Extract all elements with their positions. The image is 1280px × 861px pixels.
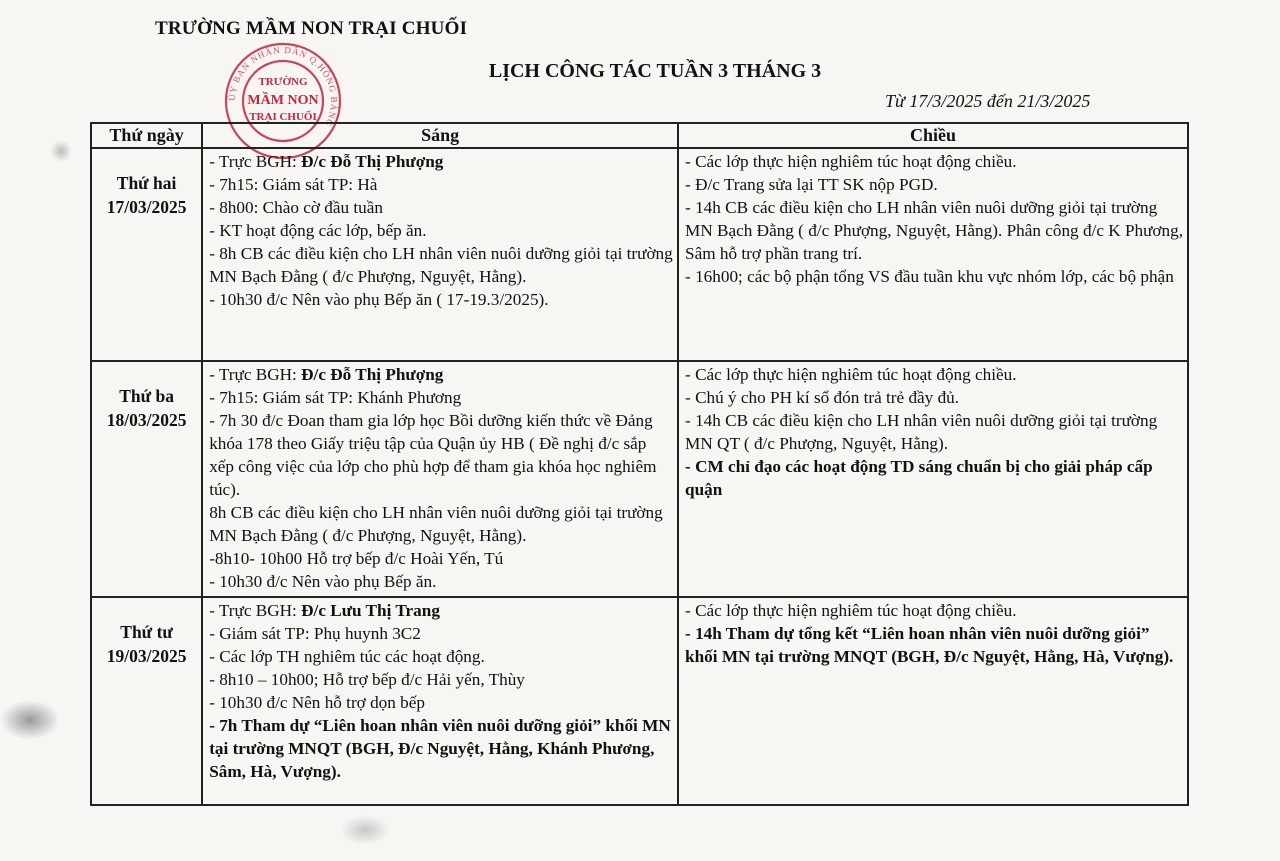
- morning-cell: [202, 361, 678, 597]
- scan-smudge: [340, 815, 390, 845]
- morning-item: - Các lớp TH nghiêm túc các hoạt động.: [209, 647, 485, 666]
- morning-item-bold: - 7h Tham dự “Liên hoan nhân viên nuôi dưỡng giỏi” khối MN tại trường MNQT (BGH, Đ/c Nguyệt, Hằng, Khánh Phương, Sâm, Hà, Vượng).: [209, 716, 671, 781]
- afternoon-cell: [678, 361, 1188, 597]
- day-cell: [91, 597, 202, 805]
- afternoon-cell: [678, 597, 1188, 805]
- day-name: Thứ ba: [119, 386, 174, 406]
- school-name: TRƯỜNG MẦM NON TRẠI CHUỐI: [155, 18, 468, 39]
- day-cell: [91, 361, 202, 597]
- duty-line: [209, 363, 673, 386]
- day-date: 19/03/2025: [106, 646, 187, 666]
- stamp-line-2: MẦM NON: [247, 93, 319, 108]
- day-name: Thứ tư: [120, 622, 173, 642]
- scan-smudge: [0, 700, 60, 740]
- duty-label: - Trực BGH:: [209, 152, 302, 171]
- morning-item: 8h CB các điều kiện cho LH nhân viên nuôi dưỡng giỏi tại trường MN Bạch Đằng ( đ/c Phượng, Nguyệt, Hằng).: [209, 503, 663, 545]
- afternoon-item-bold: - 14h Tham dự tổng kết “Liên hoan nhân viên nuôi dưỡng giỏi” khối MN tại trường MNQT (BGH, Đ/c Nguyệt, Hằng, Hà, Vượng).: [685, 624, 1174, 666]
- header-day: Thứ ngày: [91, 123, 202, 148]
- afternoon-item: - Các lớp thực hiện nghiêm túc hoạt động chiều.: [685, 152, 1017, 171]
- stamp-ring-text: ỦY BAN NHÂN DÂN Q.HỒNG BÀNG: [226, 44, 340, 129]
- date-range: Từ 17/3/2025 đến 21/3/2025: [885, 91, 1091, 111]
- morning-cell: [202, 148, 678, 361]
- duty-line: [209, 150, 673, 173]
- morning-item: - Giám sát TP: Phụ huynh 3C2: [209, 624, 421, 643]
- stamp-line-3: TRẠI CHUỐI: [249, 111, 317, 123]
- duty-label: - Trực BGH:: [209, 365, 302, 384]
- duty-line: [209, 599, 673, 622]
- duty-name: Đ/c Đỗ Thị Phượng: [301, 152, 444, 171]
- table-header-row: [91, 123, 1188, 148]
- duty-name: Đ/c Đỗ Thị Phượng: [301, 365, 444, 384]
- table-row: [91, 361, 1188, 597]
- afternoon-item-bold: - CM chỉ đạo các hoạt động TD sáng chuẩn bị cho giải pháp cấp quận: [685, 457, 1153, 499]
- morning-cell: [202, 597, 678, 805]
- morning-item: - KT hoạt động các lớp, bếp ăn.: [209, 221, 427, 240]
- day-date: 18/03/2025: [106, 410, 187, 430]
- afternoon-item: - Các lớp thực hiện nghiêm túc hoạt động chiều.: [685, 601, 1017, 620]
- afternoon-item: - Đ/c Trang sửa lại TT SK nộp PGD.: [685, 175, 938, 194]
- morning-item: - 7h 30 đ/c Đoan tham gia lớp học Bồi dưỡng kiến thức về Đảng khóa 178 theo Giấy triệu tập của Quận ủy HB ( Đề nghị đ/c sắp xếp công việc của lớp cho phù hợp để tham gia khóa học nghiêm túc).: [209, 411, 657, 499]
- header-morning: Sáng: [202, 123, 678, 148]
- morning-item: - 10h30 đ/c Nên vào phụ Bếp ăn.: [209, 572, 437, 591]
- morning-item: - 10h30 đ/c Nên hỗ trợ dọn bếp: [209, 693, 425, 712]
- day-name: Thứ hai: [116, 173, 177, 193]
- afternoon-item: - 14h CB các điều kiện cho LH nhân viên nuôi dưỡng giỏi tại trường MN Bạch Đằng ( đ/c Phượng, Nguyệt, Hằng). Phân công đ/c K Phương, Sâm hỗ trợ phần trang trí.: [685, 198, 1183, 263]
- morning-item: -8h10- 10h00 Hỗ trợ bếp đ/c Hoài Yến, Tú: [209, 549, 504, 568]
- afternoon-item: - Các lớp thực hiện nghiêm túc hoạt động chiều.: [685, 365, 1017, 384]
- day-date: 17/03/2025: [106, 197, 187, 217]
- afternoon-item: - 16h00; các bộ phận tổng VS đầu tuần khu vực nhóm lớp, các bộ phận: [685, 267, 1174, 286]
- header-afternoon: Chiều: [678, 123, 1188, 148]
- table-row: [91, 148, 1188, 361]
- afternoon-cell: [678, 148, 1188, 361]
- scan-smudge: [50, 140, 72, 162]
- morning-item: - 7h15: Giám sát TP: Hà: [209, 175, 378, 194]
- document-title: LỊCH CÔNG TÁC TUẦN 3 THÁNG 3: [488, 60, 822, 82]
- day-cell: [91, 148, 202, 361]
- stamp-line-1: TRƯỜNG: [258, 76, 308, 88]
- duty-name: Đ/c Lưu Thị Trang: [301, 601, 440, 620]
- morning-item: - 8h00: Chào cờ đầu tuần: [209, 198, 383, 217]
- duty-label: - Trực BGH:: [209, 601, 302, 620]
- morning-item: - 7h15: Giám sát TP: Khánh Phương: [209, 388, 462, 407]
- morning-item: - 10h30 đ/c Nên vào phụ Bếp ăn ( 17-19.3/2025).: [209, 290, 549, 309]
- morning-item: - 8h CB các điều kiện cho LH nhân viên nuôi dưỡng giỏi tại trường MN Bạch Đằng ( đ/c Phượng, Nguyệt, Hằng).: [209, 244, 673, 286]
- schedule-table: [90, 122, 1189, 806]
- table-row: [91, 597, 1188, 805]
- afternoon-item: - Chú ý cho PH kí sổ đón trả trẻ đầy đủ.: [685, 388, 960, 407]
- morning-item: - 8h10 – 10h00; Hỗ trợ bếp đ/c Hải yến, Thùy: [209, 670, 525, 689]
- afternoon-item: - 14h CB các điều kiện cho LH nhân viên nuôi dưỡng giỏi tại trường MN QT ( đ/c Phượng, Nguyệt, Hằng).: [685, 411, 1158, 453]
